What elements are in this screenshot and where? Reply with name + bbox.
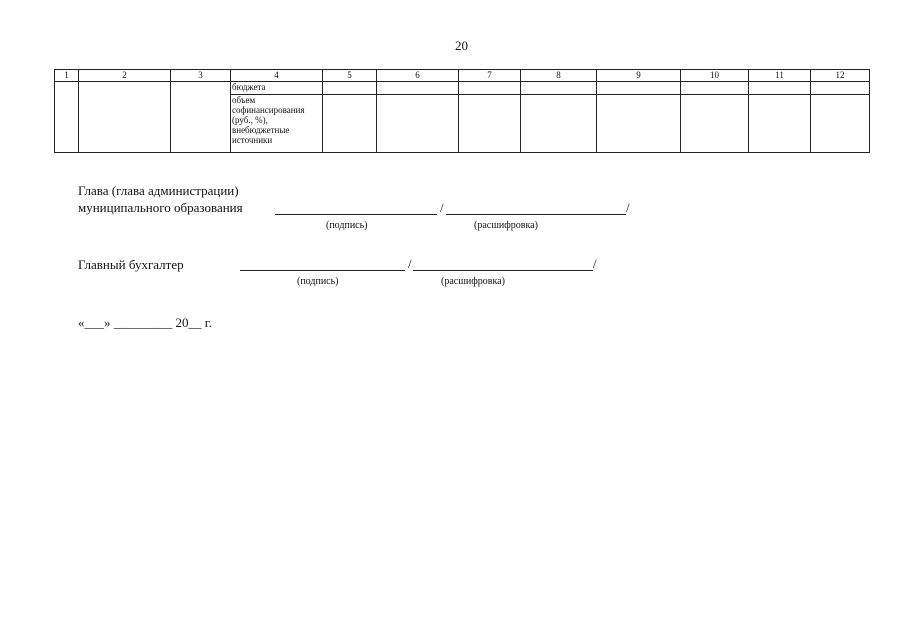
table-cell xyxy=(459,95,521,153)
head-title-line1: Глава (глава администрации) xyxy=(78,183,239,198)
column-header-6: 6 xyxy=(377,70,459,82)
form-table xyxy=(54,69,870,153)
accountant-slash-close: / xyxy=(593,256,597,271)
head-signature-caption: (подпись) xyxy=(326,220,368,231)
head-title-line2: муниципального образования xyxy=(78,200,243,215)
head-slash-open: / xyxy=(440,200,444,215)
table-cell xyxy=(597,82,681,95)
table-cell xyxy=(323,95,377,153)
column-header-5: 5 xyxy=(323,70,377,82)
budget-cell-text: бюджета xyxy=(232,82,266,92)
column-header-11: 11 xyxy=(749,70,811,82)
table-cell xyxy=(521,95,597,153)
table-cell xyxy=(171,82,231,153)
table-header-row xyxy=(55,70,870,82)
table-cell xyxy=(811,82,870,95)
column-header-4: 4 xyxy=(231,70,323,82)
accountant-signature-caption: (подпись) xyxy=(297,276,339,287)
page-number: 20 xyxy=(455,38,468,53)
column-header-1: 1 xyxy=(55,70,79,82)
cofinancing-cell-text: объем софинансирования (руб., %), внебюджетные источники xyxy=(232,95,305,145)
table-cell xyxy=(681,95,749,153)
table-cell xyxy=(749,95,811,153)
head-decode-line[interactable] xyxy=(446,214,626,215)
date-line[interactable]: «___» _________ 20__ г. xyxy=(78,315,212,330)
column-header-12: 12 xyxy=(811,70,870,82)
head-slash-close: / xyxy=(626,200,630,215)
head-decode-caption: (расшифровка) xyxy=(474,220,538,231)
column-header-2: 2 xyxy=(79,70,171,82)
table-cell xyxy=(377,95,459,153)
column-header-10: 10 xyxy=(681,70,749,82)
column-header-3: 3 xyxy=(171,70,231,82)
column-header-8: 8 xyxy=(521,70,597,82)
accountant-slash-open: / xyxy=(408,256,412,271)
table-cell xyxy=(811,95,870,153)
accountant-signature-line[interactable] xyxy=(240,270,405,271)
table-cell xyxy=(681,82,749,95)
table-cell xyxy=(459,82,521,95)
column-header-7: 7 xyxy=(459,70,521,82)
accountant-decode-line[interactable] xyxy=(413,270,593,271)
column-header-9: 9 xyxy=(597,70,681,82)
table-cell xyxy=(597,95,681,153)
table-cell xyxy=(377,82,459,95)
table-cell xyxy=(231,95,323,153)
head-signature-line[interactable] xyxy=(275,214,437,215)
table-cell xyxy=(323,82,377,95)
accountant-title: Главный бухгалтер xyxy=(78,257,184,272)
table-cell xyxy=(79,82,171,153)
accountant-decode-caption: (расшифровка) xyxy=(441,276,505,287)
table-cell xyxy=(749,82,811,95)
table-cell xyxy=(521,82,597,95)
table-cell xyxy=(55,82,79,153)
table-cell xyxy=(231,82,323,95)
table-row xyxy=(55,82,870,95)
